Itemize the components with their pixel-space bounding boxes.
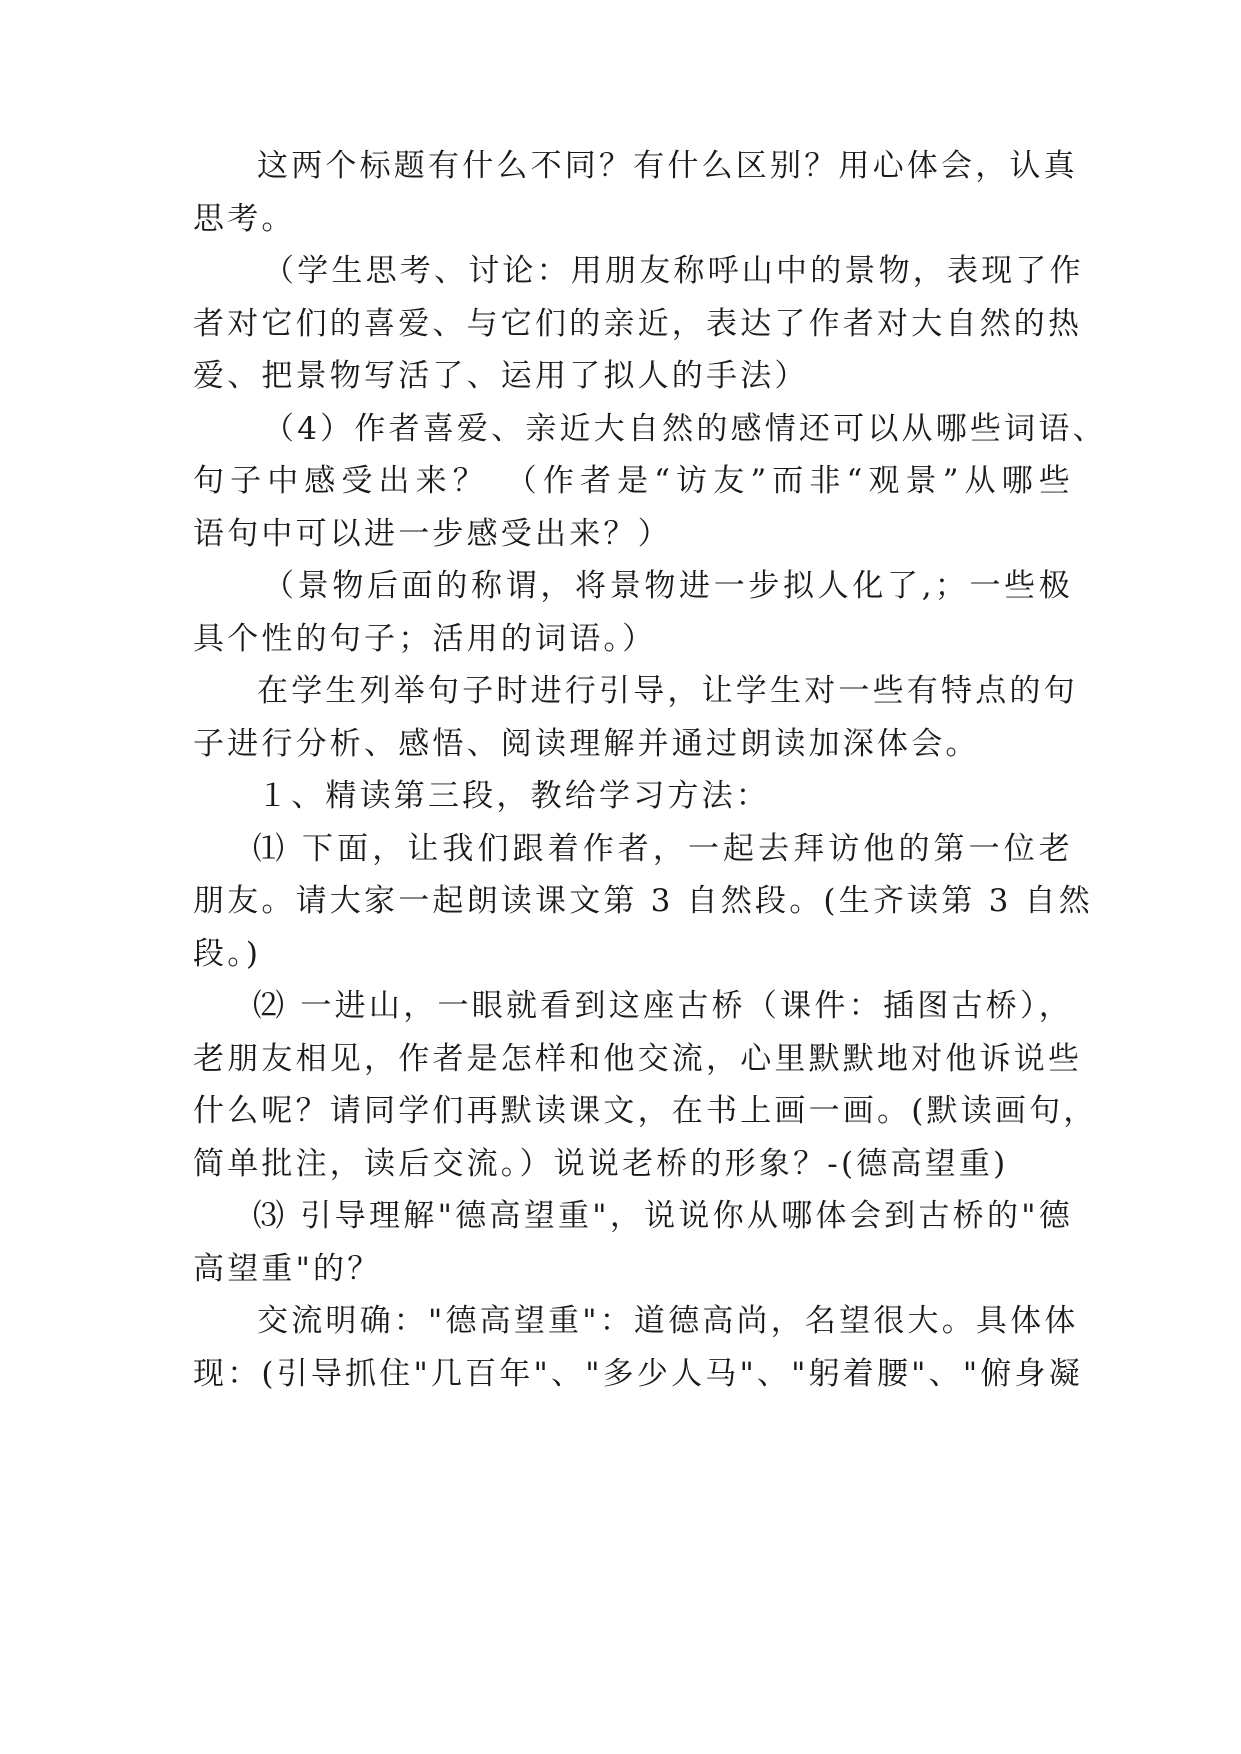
paragraph-line: 这两个标题有什么不同？有什么区别？用心体会，认真 bbox=[257, 148, 1078, 184]
paragraph-line: 在学生列举句子时进行引导，让学生对一些有特点的句 bbox=[257, 673, 1078, 709]
paragraph-line: 子进行分析、感悟、阅读理解并通过朗读加深体会。 bbox=[193, 726, 980, 762]
paragraph-line: １、精读第三段，教给学习方法： bbox=[257, 778, 770, 814]
paragraph-line: 简单批注，读后交流。）说说老桥的形象？-(德高望重) bbox=[193, 1146, 1009, 1182]
paragraph-line: ⑴ 下面，让我们跟着作者，一起去拜访他的第一位老 bbox=[253, 831, 1073, 867]
paragraph-line: ⑵ 一进山，一眼就看到这座古桥（课件：插图古桥）， bbox=[253, 988, 1073, 1024]
paragraph-line: 语句中可以进一步感受出来？） bbox=[193, 516, 672, 552]
paragraph-line: 高望重"的？ bbox=[193, 1251, 382, 1287]
paragraph-line: （学生思考、讨论：用朋友称呼山中的景物，表现了作 bbox=[263, 253, 1084, 289]
paragraph-line: 段。) bbox=[193, 936, 262, 972]
paragraph-line: 者对它们的喜爱、与它们的亲近，表达了作者对大自然的热 bbox=[193, 306, 1083, 342]
paragraph-line: 具个性的句子；活用的词语。） bbox=[193, 621, 657, 657]
paragraph-line: 句子中感受出来？ （作者是“访友”而非“观景”从哪些 bbox=[193, 463, 1073, 499]
paragraph-line: ⑶ 引导理解"德高望重"，说说你从哪体会到古桥的"德 bbox=[253, 1198, 1073, 1234]
paragraph-line: 现：(引导抓住"几百年"、"多少人马"、"躬着腰"、"俯身凝 bbox=[193, 1356, 1083, 1392]
paragraph-line: 朋友。请大家一起朗读课文第 3 自然段。(生齐读第 3 自然 bbox=[193, 883, 1093, 919]
paragraph-line: 爱、把景物写活了、运用了拟人的手法） bbox=[193, 358, 809, 394]
paragraph-line: （景物后面的称谓，将景物进一步拟人化了,；一些极 bbox=[263, 568, 1073, 604]
paragraph-line: （4）作者喜爱、亲近大自然的感情还可以从哪些词语、 bbox=[263, 411, 1107, 447]
paragraph-line: 老朋友相见，作者是怎样和他交流，心里默默地对他诉说些 bbox=[193, 1041, 1083, 1077]
paragraph-line: 交流明确："德高望重"：道德高尚，名望很大。具体体 bbox=[257, 1303, 1079, 1339]
paragraph-line: 什么呢？请同学们再默读课文，在书上画一画。(默读画句， bbox=[193, 1093, 1098, 1129]
paragraph-line: 思考。 bbox=[193, 201, 296, 237]
